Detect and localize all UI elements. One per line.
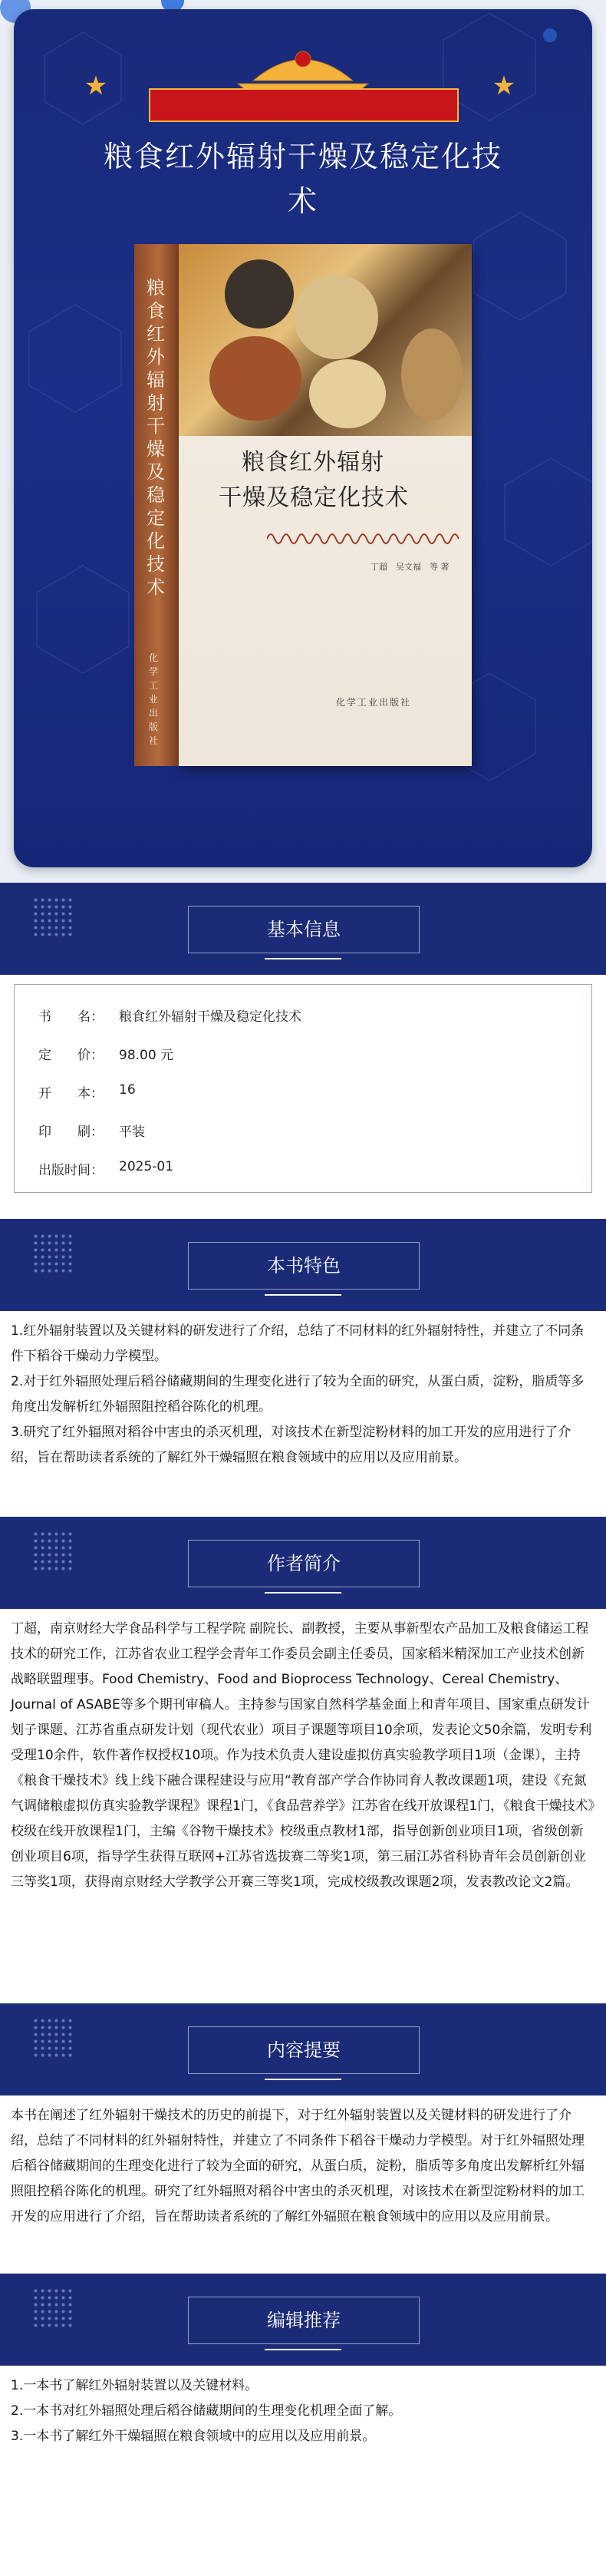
info-row bbox=[38, 1006, 301, 1025]
section-header bbox=[0, 1517, 606, 1609]
info-row bbox=[38, 1159, 173, 1178]
section-header bbox=[0, 2274, 606, 2366]
info-value: 16 bbox=[119, 1082, 136, 1098]
decor-dot bbox=[543, 28, 557, 42]
features-section bbox=[0, 1219, 606, 1504]
book-front bbox=[179, 244, 472, 766]
summary-section bbox=[0, 2003, 606, 2272]
recommend-list bbox=[11, 2373, 595, 2449]
section-title: 内容提要 bbox=[188, 2026, 420, 2074]
hero-area bbox=[0, 0, 606, 883]
info-label: 定 价： bbox=[38, 1048, 104, 1063]
page-title bbox=[54, 134, 552, 223]
star-icon: ★ bbox=[84, 71, 108, 101]
info-value: 平装 bbox=[119, 1125, 145, 1140]
info-label: 出版时间： bbox=[38, 1163, 104, 1178]
info-row bbox=[38, 1082, 136, 1101]
star-icon: ★ bbox=[492, 71, 516, 101]
basic-info-section bbox=[0, 883, 606, 1204]
recommend-section bbox=[0, 2274, 606, 2504]
title-underline bbox=[265, 2079, 341, 2080]
recommend-item: 3.一本书了解红外干燥辐照在粮食领域中的应用以及应用前景。 bbox=[11, 2429, 376, 2444]
book-cover-image bbox=[134, 244, 472, 766]
info-row bbox=[38, 1044, 173, 1063]
section-title: 基本信息 bbox=[188, 906, 420, 953]
dot-grid-decor bbox=[32, 2017, 74, 2059]
dot-grid-decor bbox=[32, 897, 74, 938]
section-header bbox=[0, 2003, 606, 2095]
title-underline bbox=[265, 2349, 341, 2350]
dot-grid-decor bbox=[32, 2287, 74, 2329]
section-title: 作者简介 bbox=[188, 1540, 420, 1587]
features-list bbox=[11, 1319, 595, 1471]
grain-photo bbox=[179, 244, 472, 436]
info-value: 98.00 元 bbox=[119, 1048, 174, 1063]
cover-title-line1: 粮食红外辐射 bbox=[242, 449, 384, 476]
info-label: 书 名： bbox=[38, 1009, 104, 1025]
title-underline bbox=[265, 958, 341, 959]
dot-grid-decor bbox=[32, 1233, 74, 1274]
feature-item: 3.研究了红外辐照对稻谷中害虫的杀灭机理，对该技术在新型淀粉材料的加工开发的应用进行了介绍，旨在帮助读者系统的了解红外干燥辐照在粮食领域中的应用以及应用前景。 bbox=[11, 1425, 571, 1465]
info-value: 粮食红外辐射干燥及稳定化技术 bbox=[119, 1009, 301, 1025]
dot-grid-decor bbox=[32, 1531, 74, 1572]
summary-text: 本书在阐述了红外辐射干燥技术的历史的前提下，对于红外辐射装置以及关键材料的研发进行了介绍，总结了不同材料的红外辐射特性，并建立了不同条件下稻谷干燥动力学模型。对于红外辐照处理后稻谷储藏期间的生理变化进行了较为全面的研究，从蛋白质，淀粉，脂质等多角度出发解析红外辐照阻控稻谷陈化的机理。研究了红外辐照对稻谷中害虫的杀灭机理，对该技术在新型淀粉材料的加工开发的应用进行了介绍，旨在帮助读者系统的了解红外辐照在粮食领域中的应用以及应用前景。 bbox=[11, 2108, 585, 2224]
page-title-line1: 粮食红外辐射干燥及稳定化技 bbox=[103, 140, 502, 173]
page-title-line2: 术 bbox=[287, 184, 318, 218]
book-spine bbox=[134, 244, 179, 766]
section-title: 编辑推荐 bbox=[188, 2297, 420, 2344]
title-underline bbox=[265, 1592, 341, 1593]
cover-authors: 丁超 吴文福 等 著 bbox=[371, 562, 450, 572]
recommend-item: 2.一本书对红外辐照处理后稻谷储藏期间的生理变化机理全面了解。 bbox=[11, 2403, 402, 2419]
cover-publisher: 化学工业出版社 bbox=[336, 697, 412, 708]
cover-title-line2: 干燥及稳定化技术 bbox=[219, 484, 409, 511]
info-label: 开 本： bbox=[38, 1086, 104, 1101]
wave-graphic bbox=[267, 530, 459, 548]
author-section bbox=[0, 1517, 606, 2002]
spine-publisher: 化学工业出版社 bbox=[149, 652, 159, 746]
section-header bbox=[0, 1219, 606, 1311]
section-header bbox=[0, 883, 606, 975]
section-title: 本书特色 bbox=[188, 1242, 420, 1290]
feature-item: 2.对于红外辐照处理后稻谷储藏期间的生理变化进行了较为全面的研究，从蛋白质，淀粉，脂质等多角度出发解析红外辐照阻控稻谷陈化的机理。 bbox=[11, 1374, 585, 1415]
cover-title bbox=[219, 445, 409, 516]
title-ribbon bbox=[149, 88, 459, 122]
crown-emblem bbox=[230, 42, 376, 90]
feature-item: 1.红外辐射装置以及关键材料的研发进行了介绍，总结了不同材料的红外辐射特性，并建立了不同条件下稻谷干燥动力学模型。 bbox=[11, 1323, 585, 1364]
info-row bbox=[38, 1121, 145, 1140]
info-label: 印 刷： bbox=[38, 1125, 104, 1140]
info-value: 2025-01 bbox=[119, 1159, 174, 1174]
recommend-item: 1.一本书了解红外辐射装置以及关键材料。 bbox=[11, 2378, 259, 2393]
title-underline bbox=[265, 1294, 341, 1296]
author-bio: 丁超，南京财经大学食品科学与工程学院 副院长、副教授，主要从事新型农产品加工及粮食储运工程技术的研究工作，江苏省农业工程学会青年工作委员会副主任委员，国家稻米精深加工产业技术创新战略联盟理事。Food Chemistry、Food and Bioprocess Technology、Cereal Chemistry、Journal of ASABE等多个期刊审稿人。主持参与国家自然科学基金面上和青年项目、国家重点研发计划子课题、江苏省重点研发计划（现代农业）项目子课题等项目10余项，发表论文50余篇，发明专利受理10余件，软件著作权授权10项。作为技术负责人建设虚拟仿真实验教学项目1项（金课），主持《粮食干燥技术》线上线下融合课程建设与应用“教育部产学合作协同育人教改课题1项，建设《充氮气调储粮虚拟仿真实验教学课程》课程1门，《食品营养学》江苏省在线开放课程1门，《粮食干燥技术》校级在线开放课程1门，主编《谷物干燥技术》校级重点教材1部，指导创新创业项目1项，省级创新创业项目6项，指导学生获得互联网+江苏省选拔赛二等奖1项，第三届江苏省科协青年会员创新创业三等奖1项，获得南京财经大学教学公开赛三等奖1项，完成校级教改课题2项，发表教改论文2篇。 bbox=[11, 1621, 595, 1890]
spine-title: 粮食红外辐射干燥及稳定化技术 bbox=[147, 277, 165, 598]
